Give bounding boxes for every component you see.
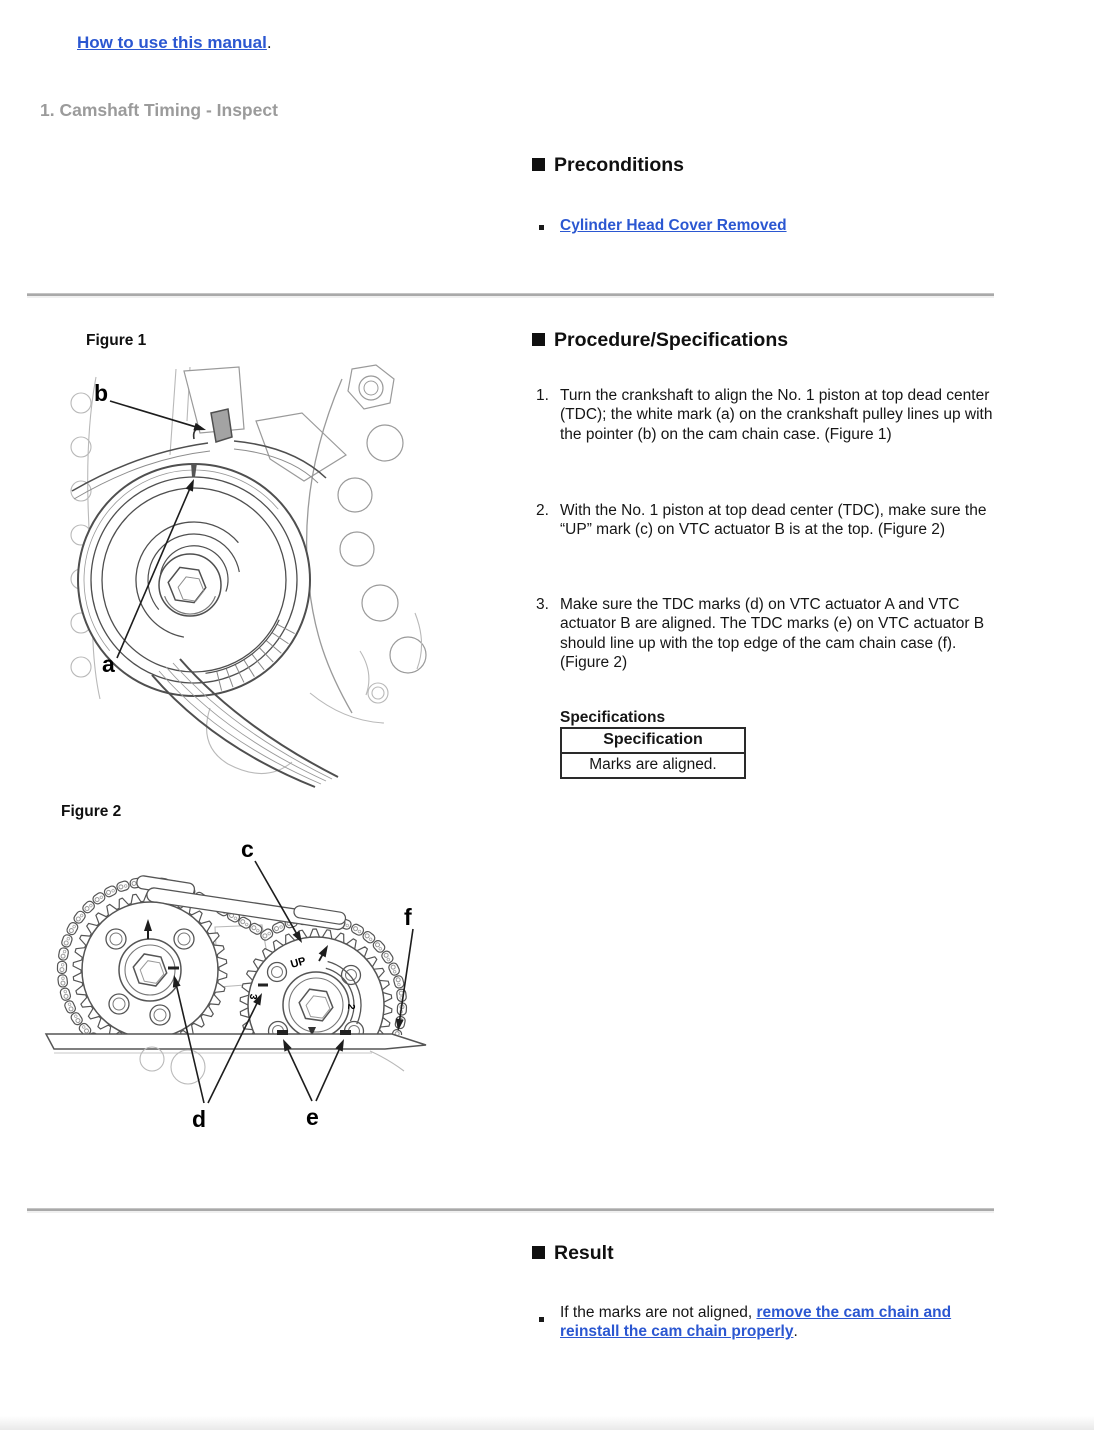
procedure-heading: Procedure/Specifications (532, 329, 788, 352)
callout-c-label: c (241, 836, 254, 862)
remove-cam-chain-link[interactable]: remove the cam chain and reinstall the cam chain properly (560, 1304, 952, 1341)
figure2-label: Figure 2 (61, 803, 122, 820)
result-item: If the marks are not aligned, remove the cam chain and reinstall the cam chain properly. (560, 1304, 952, 1341)
specifications-table (560, 727, 746, 779)
specifications-label: Specifications (560, 709, 666, 726)
num-2-mark: 2 (344, 1003, 357, 1010)
how-to-use-manual-link[interactable]: How to use this manual (77, 33, 267, 52)
list-bullet (539, 1317, 544, 1322)
list-bullet (539, 225, 544, 230)
procedure-step-2: 2. With the No. 1 piston at top dead center (TDC), make sure the “UP” mark (c) on VTC actuator B is at the top. (Figure 2) (536, 502, 987, 539)
figure1-crankshaft-pulley-drawing (60, 363, 480, 793)
callout-f-label: f (404, 904, 412, 930)
callout-d-label: d (192, 1106, 207, 1132)
spec-table-value: Marks are aligned. (561, 753, 745, 778)
precondition-item (560, 216, 994, 235)
preconditions-heading: Preconditions (532, 154, 684, 177)
divider (27, 1208, 994, 1213)
callout-a-label: a (102, 651, 115, 677)
procedure-step-3: 3. Make sure the TDC marks (d) on VTC actuator A and VTC actuator B are aligned. The TDC marks (e) on VTC actuator B should line up with the top edge of the cam chain case (f). (Figure 2) (536, 596, 985, 672)
procedure-step-1: 1. Turn the crankshaft to align the No. 1 piston at top dead center (TDC); the white mark (a) on the crankshaft pulley lines up with the pointer (b) on the cam chain case. (Figure 1) (536, 387, 993, 443)
page-bottom-fade (0, 1416, 1094, 1430)
spec-table-header: Specification (561, 728, 745, 753)
square-bullet-icon (532, 333, 545, 346)
square-bullet-icon (532, 1246, 545, 1259)
top-link-suffix: . (266, 33, 272, 52)
result-heading: Result (532, 1242, 614, 1265)
figure2-vtc-actuators-drawing (40, 835, 470, 1165)
callout-b-label: b (94, 380, 109, 406)
page-title: 1. Camshaft Timing - Inspect (40, 100, 278, 120)
divider (27, 293, 994, 298)
figure1-label: Figure 1 (86, 332, 147, 349)
square-bullet-icon (532, 158, 545, 171)
callout-e-label: e (306, 1104, 319, 1130)
num-3-mark: 3 (246, 993, 259, 1000)
top-link-row (77, 33, 272, 53)
up-mark-text: UP (289, 955, 308, 971)
cylinder-head-cover-removed-link[interactable]: Cylinder Head Cover Removed (560, 217, 787, 234)
